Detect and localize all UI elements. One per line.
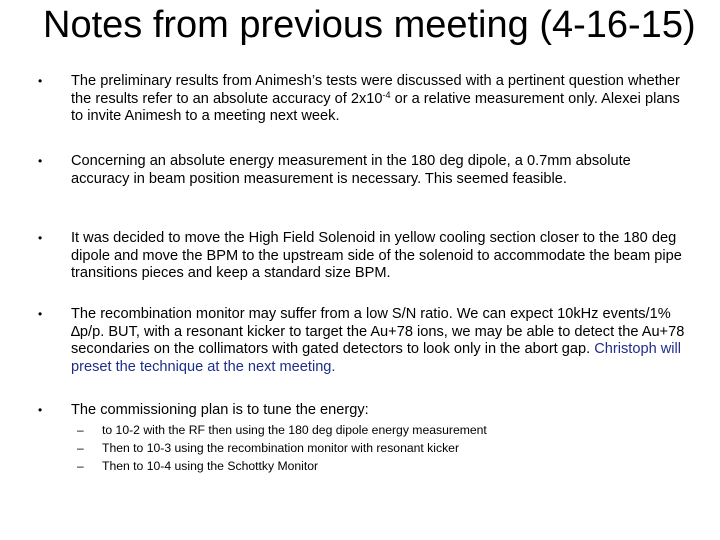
sub-bullet-text: to 10-2 with the RF then using the 180 deg dipole energy measurement	[102, 423, 487, 437]
bullet-text-part: The preliminary results from Animesh’s tests were discussed with a pertinent question whether the results refer to an absolute accuracy of 2x10	[71, 73, 680, 107]
bullet-text: Concerning an absolute energy measurement in the 180 deg dipole, a 0.7mm absolute accuracy in beam position measurement is necessary. This seemed feasible.	[71, 153, 631, 187]
sub-bullet-marker: –	[77, 459, 84, 473]
sub-bullet-marker: –	[77, 423, 84, 437]
bullet-text: It was decided to move the High Field Solenoid in yellow cooling section closer to the 180 deg dipole and move the BPM to the upstream side of the solenoid to accommodate the beam pipe transitions pieces and keep a standard size BPM.	[71, 230, 682, 281]
slide-title: Notes from previous meeting (4-16-15)	[43, 4, 696, 46]
sub-bullet-text: Then to 10-4 using the Schottky Monitor	[102, 459, 319, 473]
bullet-text	[71, 73, 691, 126]
sub-bullet-text: Then to 10-3 using the recombination monitor with resonant kicker	[102, 441, 460, 455]
bullet-marker: •	[38, 231, 43, 245]
bullet-text	[71, 306, 691, 376]
bullet-text-part: or a relative measurement only. Alexei plans to invite Animesh to a meeting next week.	[71, 90, 680, 124]
highlighted-action-item: Christoph will preset the technique at the next meeting.	[71, 341, 682, 375]
bullet-marker: •	[38, 307, 43, 321]
exponent: -4	[382, 89, 391, 100]
bullet-text-part: The recombination monitor may suffer from a low S/N ratio. We can expect 10kHz events/1% ∆p/p. BUT, with a resonant kicker to target the Au+78 ions, we may be able to detect the Au+78 secondaries on the collimators with gated detectors to look only in the abort gap.	[71, 306, 685, 357]
sub-bullet-marker: –	[77, 441, 84, 455]
bullet-marker: •	[38, 74, 43, 88]
bullet-marker: •	[38, 403, 43, 417]
bullet-text: The commissioning plan is to tune the energy:	[71, 402, 369, 418]
bullet-marker: •	[38, 154, 43, 168]
